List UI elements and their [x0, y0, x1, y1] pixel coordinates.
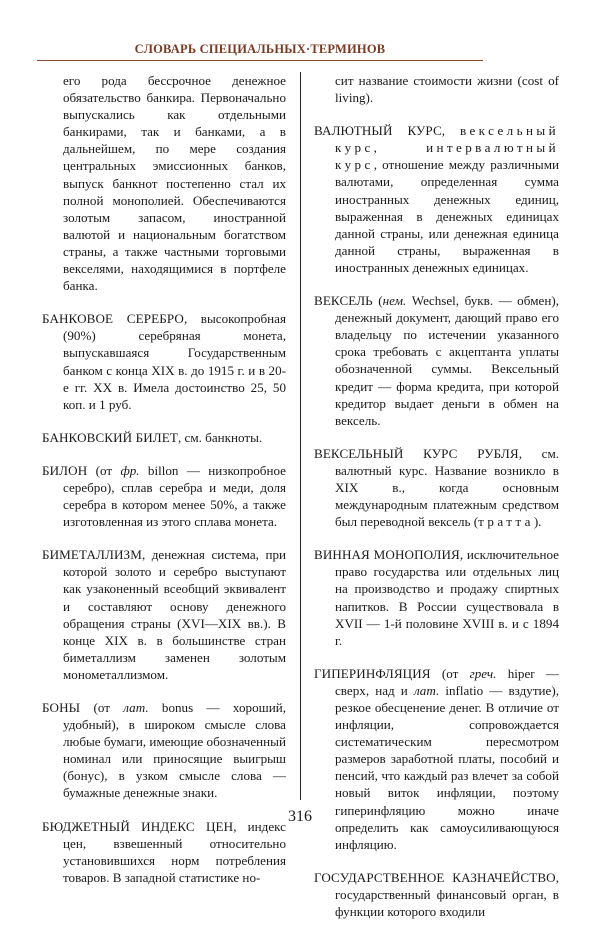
dictionary-entry: БОНЫ (от лат. bonus — хороший, удобный), в широком смысле слова любые бумаги, имеющие обозначенный номинал или приносящие выигрыш (бонус), в узком смысле слова — бумажные денежные знаки.	[42, 700, 286, 801]
dictionary-entry: ГИПЕРИНФЛЯЦИЯ (от греч. hiper — сверх, над и лат. inflatio — вздутие), резкое обесценение денег. В отличие от инфляции, сопровождается систематическим пересмотром размеров заработной платы, пособий и пенсий, что каждый раз влечет за собой новый виток инфляции, поэтому гиперинфляцию можно иначе определить как самоусиливающуюся инфляцию.	[314, 665, 560, 852]
entry-term: БОНЫ	[42, 700, 81, 715]
entry-definition: billon — низкопробное серебро), сплав серебра и меди, доля серебра в котором менее 50%, а также изготовленная из этого сплава монета.	[63, 462, 286, 530]
entry-term: ГОСУДАРСТВЕННОЕ КАЗНАЧЕЙСТВО	[314, 869, 556, 885]
dictionary-entry	[42, 429, 286, 446]
dictionary-entry	[42, 818, 286, 886]
entry-definition: , см. банкноты.	[177, 429, 263, 445]
entry-definition: , денежная система, при которой золото и серебро выступают как узаконенный всеобщий эквивалент и составляют основу денежного обращения страны (XVI—XIX вв.). В конце XIX в. в большинстве стран биметаллизм заменен золотым монометаллизмом.	[63, 547, 286, 682]
language-abbrev: лат.	[413, 682, 440, 698]
language-abbrev: фр.	[120, 462, 140, 478]
synonym-terms: вексельный курс, интервалютный курс	[335, 123, 559, 173]
dictionary-entry: БИЛОН (от фр. billon — низкопробное серебро), сплав серебра и меди, доля серебра в котором менее 50%, а также изготовленная из этого сплава монета.	[42, 462, 286, 530]
entry-term: БАНКОВОЕ СЕРЕБРО	[42, 311, 184, 327]
dictionary-entry	[42, 310, 286, 413]
entry-term: ВЕКСЕЛЬ	[314, 293, 373, 309]
language-abbrev: греч.	[469, 665, 497, 681]
dictionary-entry	[42, 546, 286, 683]
entry-term: БЮДЖЕТНЫЙ ИНДЕКС ЦЕН	[42, 818, 234, 834]
entry-definition: hiper — сверх, над и	[335, 665, 559, 698]
entry-definition: , отношение между различными валютами, определенная сумма иностранных денежных единиц, выраженная в денежных единицах данной страны, или денежная единица данной страны, выраженная в иностранных денежных единицах.	[335, 157, 559, 275]
continued-entry-text: его рода бессрочное денежное обязательство банкира. Первоначально выпускались как отдельными банкирами, так и банками, а в дальнейшем, по мере создания центральных эмиссионных банков, выпуск банкнот постепенно стал их полной монополией. Обеспечиваются золотым запасом, иностранной валютой и национальным богатством страны, а также частными торговыми векселями, находящимися в портфеле банка.	[63, 73, 286, 294]
entry-definition: , государственный финансовый орган, в функции которого входили	[335, 869, 559, 920]
entry-definition: , исключительное право государства или отдельных лиц на производство и продажу спиртных напитков. В России существовала в XVII — 1-й половине XVIII в. и с 1894 г.	[335, 547, 559, 648]
entry-term: БИЛОН	[42, 462, 88, 478]
left-column	[42, 72, 286, 902]
entry-definition: , высокопробная (90%) серебряная монета, выпускавшаяся Государственным банком с конца XIX в. до 1915 г. и в 20-е гг. XX в. Имела достоинство 25, 50 коп. и 1 руб.	[63, 311, 286, 412]
dictionary-entry: ВЕКСЕЛЬНЫЙ КУРС РУБЛЯ, см. валютный курс. Название возникло в XIX в., когда основным международным платежным средством был переводной вексель (тратта).	[314, 445, 560, 530]
column-divider	[300, 72, 301, 800]
entry-definition: , см. валютный курс. Название возникло в XIX в., когда основным международным платежным средством был переводной вексель (	[335, 445, 560, 530]
entry-term: ВИННАЯ МОНОПОЛИЯ	[314, 547, 460, 563]
header-rule	[37, 60, 483, 61]
entry-term: БИМЕТАЛЛИЗМ	[42, 547, 142, 563]
running-header: СЛОВАРЬ СПЕЦИАЛЬНЫХ·ТЕРМИНОВ	[134, 42, 386, 56]
language-abbrev: нем.	[382, 293, 407, 309]
entry-definition: bonus — хороший, удобный), в широком смысле слова любые бумаги, имеющие обозначенный номинал или приносящие выигрыш (бонус), в узком смысле слова — бумажные денежные знаки.	[63, 700, 286, 801]
entry-term: ГИПЕРИНФЛЯЦИЯ	[314, 665, 431, 681]
dictionary-entry: ВАЛЮТНЫЙ КУРС, вексельный курс, интервалютный курс, отношение между различными валютами, определенная сумма иностранных денежных единиц, выраженная в денежных единицах данной страны, или денежная единица данной страны, выраженная в иностранных денежных единицах.	[314, 123, 559, 275]
entry-term: БАНКОВСКИЙ БИЛЕТ	[42, 429, 178, 445]
dictionary-entry: ВЕКСЕЛЬ (нем. Wechsel, букв. — обмен), денежный документ, дающий право его владельцу по истечении указанного срока требовать с акцептанта уплаты обозначенной суммы. Вексельный кредит — форма кредита, при которой кредитор выдает деньги в обмен на вексель.	[314, 293, 559, 428]
page-number: 316	[288, 808, 312, 825]
dictionary-entry	[314, 546, 559, 649]
language-abbrev: лат.	[123, 700, 149, 715]
entry-term: ВАЛЮТНЫЙ КУРС	[314, 123, 442, 139]
continued-entry-text: сит название стоимости жизни (cost of living).	[335, 73, 559, 106]
dictionary-entry	[314, 869, 559, 920]
right-column	[314, 72, 559, 936]
synonym-term: тратта	[478, 514, 534, 530]
entry-definition: , индекс цен, взвешенный относительно установившихся норм потребления товаров. В западной статистике но-	[63, 818, 286, 885]
entry-term: ВЕКСЕЛЬНЫЙ КУРС РУБЛЯ	[314, 445, 519, 461]
entry-definition: Wechsel, букв. — обмен), денежный документ, дающий право его владельцу по истечении указанного срока требовать с акцептанта уплаты обозначенной суммы. Вексельный кредит — форма кредита, при которой кредитор выдает деньги в обмен на вексель.	[335, 293, 559, 428]
